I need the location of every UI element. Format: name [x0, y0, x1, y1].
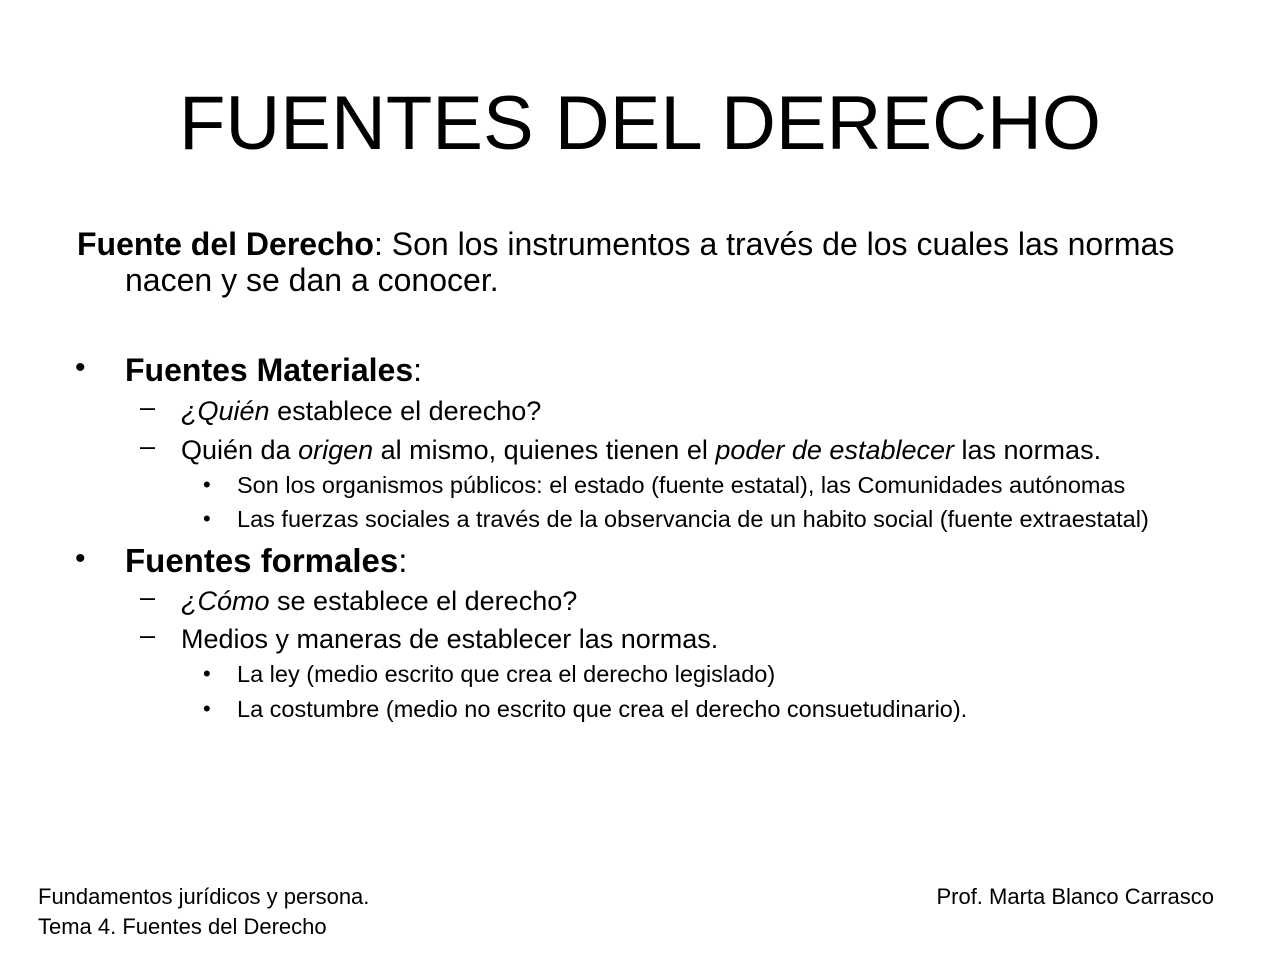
materiales-line2-c: las normas. [954, 435, 1102, 465]
materiales-question [77, 392, 1197, 427]
dash-icon: – [140, 431, 156, 461]
materiales-sub-text: Las fuerzas sociales a través de la observancia de un habito social (fuente extraestatal) [237, 506, 1149, 532]
footer-professor: Prof. Marta Blanco Carrasco [936, 884, 1214, 909]
fuentes-materiales-colon: : [413, 352, 422, 388]
formales-sub-item [77, 696, 1197, 723]
slide-title: FUENTES DEL DERECHO [179, 81, 1101, 166]
materiales-line2-italic-origen: origen [298, 435, 374, 465]
materiales-sub-text: Son los organismos públicos: el estado (fuente estatal), las Comunidades autónomas [237, 472, 1126, 498]
materiales-origin [77, 431, 1197, 466]
definition-term: Fuente del Derecho [77, 226, 374, 262]
formales-q-open: ¿ [181, 586, 198, 616]
fuentes-formales-heading: Fuentes formales [125, 542, 399, 579]
materiales-q-open: ¿ [181, 396, 198, 426]
footer-right [936, 882, 1214, 912]
bullet-icon: • [203, 506, 211, 531]
definition-colon: : [373, 226, 383, 262]
slide-content [77, 226, 1197, 723]
formales-sub-text: La ley (medio escrito que crea el derecho legislado) [237, 661, 776, 687]
formales-q-italic: Cómo [197, 586, 270, 616]
fuentes-formales-colon: : [398, 542, 408, 579]
formales-sub-item [77, 661, 1197, 688]
formales-question [77, 582, 1197, 617]
formales-sub-text: La costumbre (medio no escrito que crea el derecho consuetudinario). [237, 696, 968, 722]
bullet-icon: • [75, 542, 86, 575]
formales-means [77, 620, 1197, 655]
formales-q-rest: se establece el derecho? [269, 586, 578, 616]
footer-course: Fundamentos jurídicos y persona. [38, 884, 370, 909]
bullet-fuentes-materiales [77, 352, 1197, 388]
footer-topic: Tema 4. Fuentes del Derecho [38, 914, 327, 939]
bullet-icon: • [75, 351, 86, 384]
footer-left [38, 882, 369, 942]
bullet-icon: • [203, 696, 211, 721]
formales-line2: Medios y maneras de establecer las normas. [181, 624, 719, 654]
materiales-line2-a: Quién da [181, 435, 299, 465]
fuentes-materiales-heading: Fuentes Materiales [125, 352, 414, 388]
materiales-q-italic: Quién [197, 396, 270, 426]
bullet-fuentes-formales [77, 543, 1197, 579]
materiales-sub-item [77, 472, 1197, 499]
bullet-icon: • [203, 472, 211, 497]
bullet-icon: • [203, 661, 211, 686]
dash-icon: – [140, 620, 156, 650]
dash-icon: – [140, 392, 156, 422]
materiales-q-rest: establece el derecho? [269, 396, 542, 426]
materiales-line2-b: al mismo, quienes tienen el [373, 435, 716, 465]
dash-icon: – [140, 582, 156, 612]
definition-text: Son los instrumentos a través de los cuales las normas nacen y se dan a conocer. [125, 226, 1175, 298]
materiales-line2-italic-poder: poder de establecer [715, 435, 955, 465]
definition-paragraph [77, 226, 1197, 298]
materiales-sub-item [77, 506, 1197, 533]
